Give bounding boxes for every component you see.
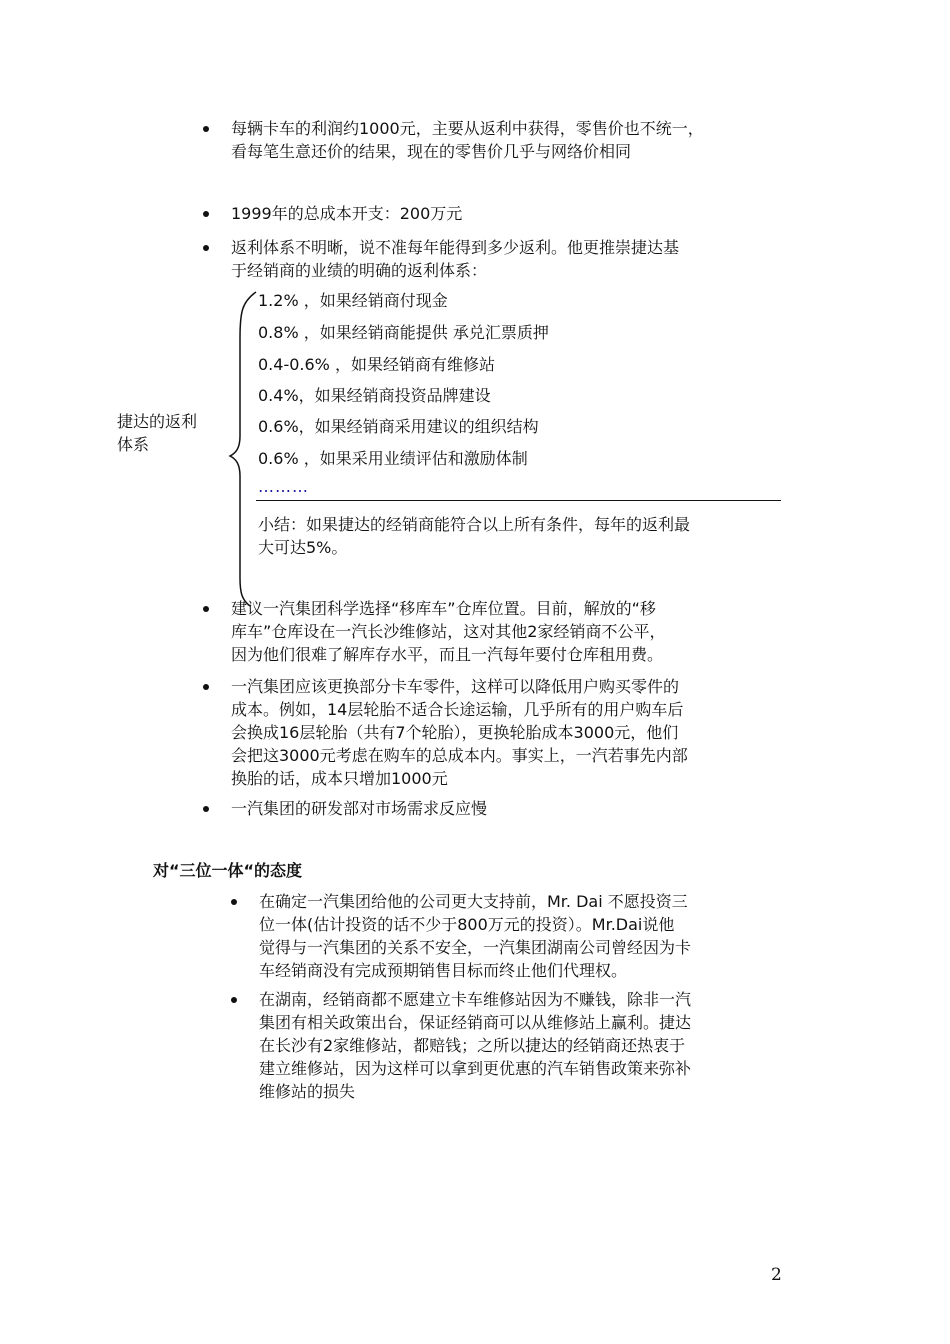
rebate-item: 0.6% ，如果采用业绩评估和激励体制 [258,449,528,468]
paragraph-line: 在湖南，经销商都不愿建立卡车维修站因为不赚钱，除非一汽 [259,990,692,1009]
paragraph-line: 建议一汽集团科学选择“移库车”仓库位置。目前，解放的“移 [231,599,656,618]
paragraph-line: 维修站的损失 [259,1082,356,1101]
bullet-icon [203,211,209,217]
rebate-item: 0.4-0.6% ，如果经销商有维修站 [258,355,495,374]
rebate-label: 体系 [117,435,150,454]
paragraph-line: 每辆卡车的利润约1000元，主要从返利中获得，零售价也不统一， [231,119,704,138]
bullet-icon [231,899,237,905]
paragraph-line: 成本。例如，14层轮胎不适合长途运输，几乎所有的用户购车后 [231,700,684,719]
paragraph-line: 换胎的话，成本只增加1000元 [231,769,448,788]
bullet-icon [231,997,237,1003]
summary-line: 大可达5%。 [258,538,348,557]
paragraph-line: 1999年的总成本开支：200万元 [231,204,463,223]
summary-divider [256,500,781,501]
paragraph-line: 返利体系不明晰，说不准每年能得到多少返利。他更推崇捷达基 [231,238,680,257]
paragraph-line: 库车”仓库设在一汽长沙维修站，这对其他2家经销商不公平， [231,622,666,641]
paragraph-line: 车经销商没有完成预期销售目标而终止他们代理权。 [259,961,628,980]
rebate-label: 捷达的返利 [117,412,198,431]
page-number: 2 [771,1265,782,1285]
rebate-ellipsis: ……… [258,477,309,496]
paragraph-line: 觉得与一汽集团的关系不安全，一汽集团湖南公司曾经因为卡 [259,938,692,957]
rebate-item: 0.6%，如果经销商采用建议的组织结构 [258,417,539,436]
bullet-icon [203,126,209,132]
paragraph-line: 看每笔生意还价的结果，现在的零售价几乎与网络价相同 [231,142,632,161]
paragraph-line: 会把这3000元考虑在购车的总成本内。事实上，一汽若事先内部 [231,746,688,765]
bullet-icon [203,806,209,812]
section-heading: 对“三位一体“的态度 [153,861,303,880]
rebate-item: 0.8% ，如果经销商能提供 承兑汇票质押 [258,323,549,342]
paragraph-line: 位一体(估计投资的话不少于800万元的投资）。Mr.Dai说他 [259,915,675,934]
paragraph-line: 一汽集团的研发部对市场需求反应慢 [231,799,488,818]
bullet-icon [203,245,209,251]
paragraph-line: 会换成16层轮胎（共有7个轮胎），更换轮胎成本3000元，他们 [231,723,679,742]
paragraph-line: 集团有相关政策出台，保证经销商可以从维修站上赢利。捷达 [259,1013,692,1032]
bullet-icon [203,606,209,612]
paragraph-line: 建立维修站，因为这样可以拿到更优惠的汽车销售政策来弥补 [259,1059,692,1078]
summary-line: 小结：如果捷达的经销商能符合以上所有条件，每年的返利最 [258,515,691,534]
paragraph-line: 在长沙有2家维修站，都赔钱；之所以捷达的经销商还热衷于 [259,1036,686,1055]
paragraph-line: 于经销商的业绩的明确的返利体系： [231,261,488,280]
paragraph-line: 在确定一汽集团给他的公司更大支持前，Mr. Dai 不愿投资三 [259,892,688,911]
rebate-item: 0.4%，如果经销商投资品牌建设 [258,386,491,405]
paragraph-line: 一汽集团应该更换部分卡车零件，这样可以降低用户购买零件的 [231,677,680,696]
paragraph-line: 因为他们很难了解库存水平，而且一汽每年要付仓库租用费。 [231,645,664,664]
rebate-item: 1.2% ，如果经销商付现金 [258,291,448,310]
bullet-icon [203,684,209,690]
